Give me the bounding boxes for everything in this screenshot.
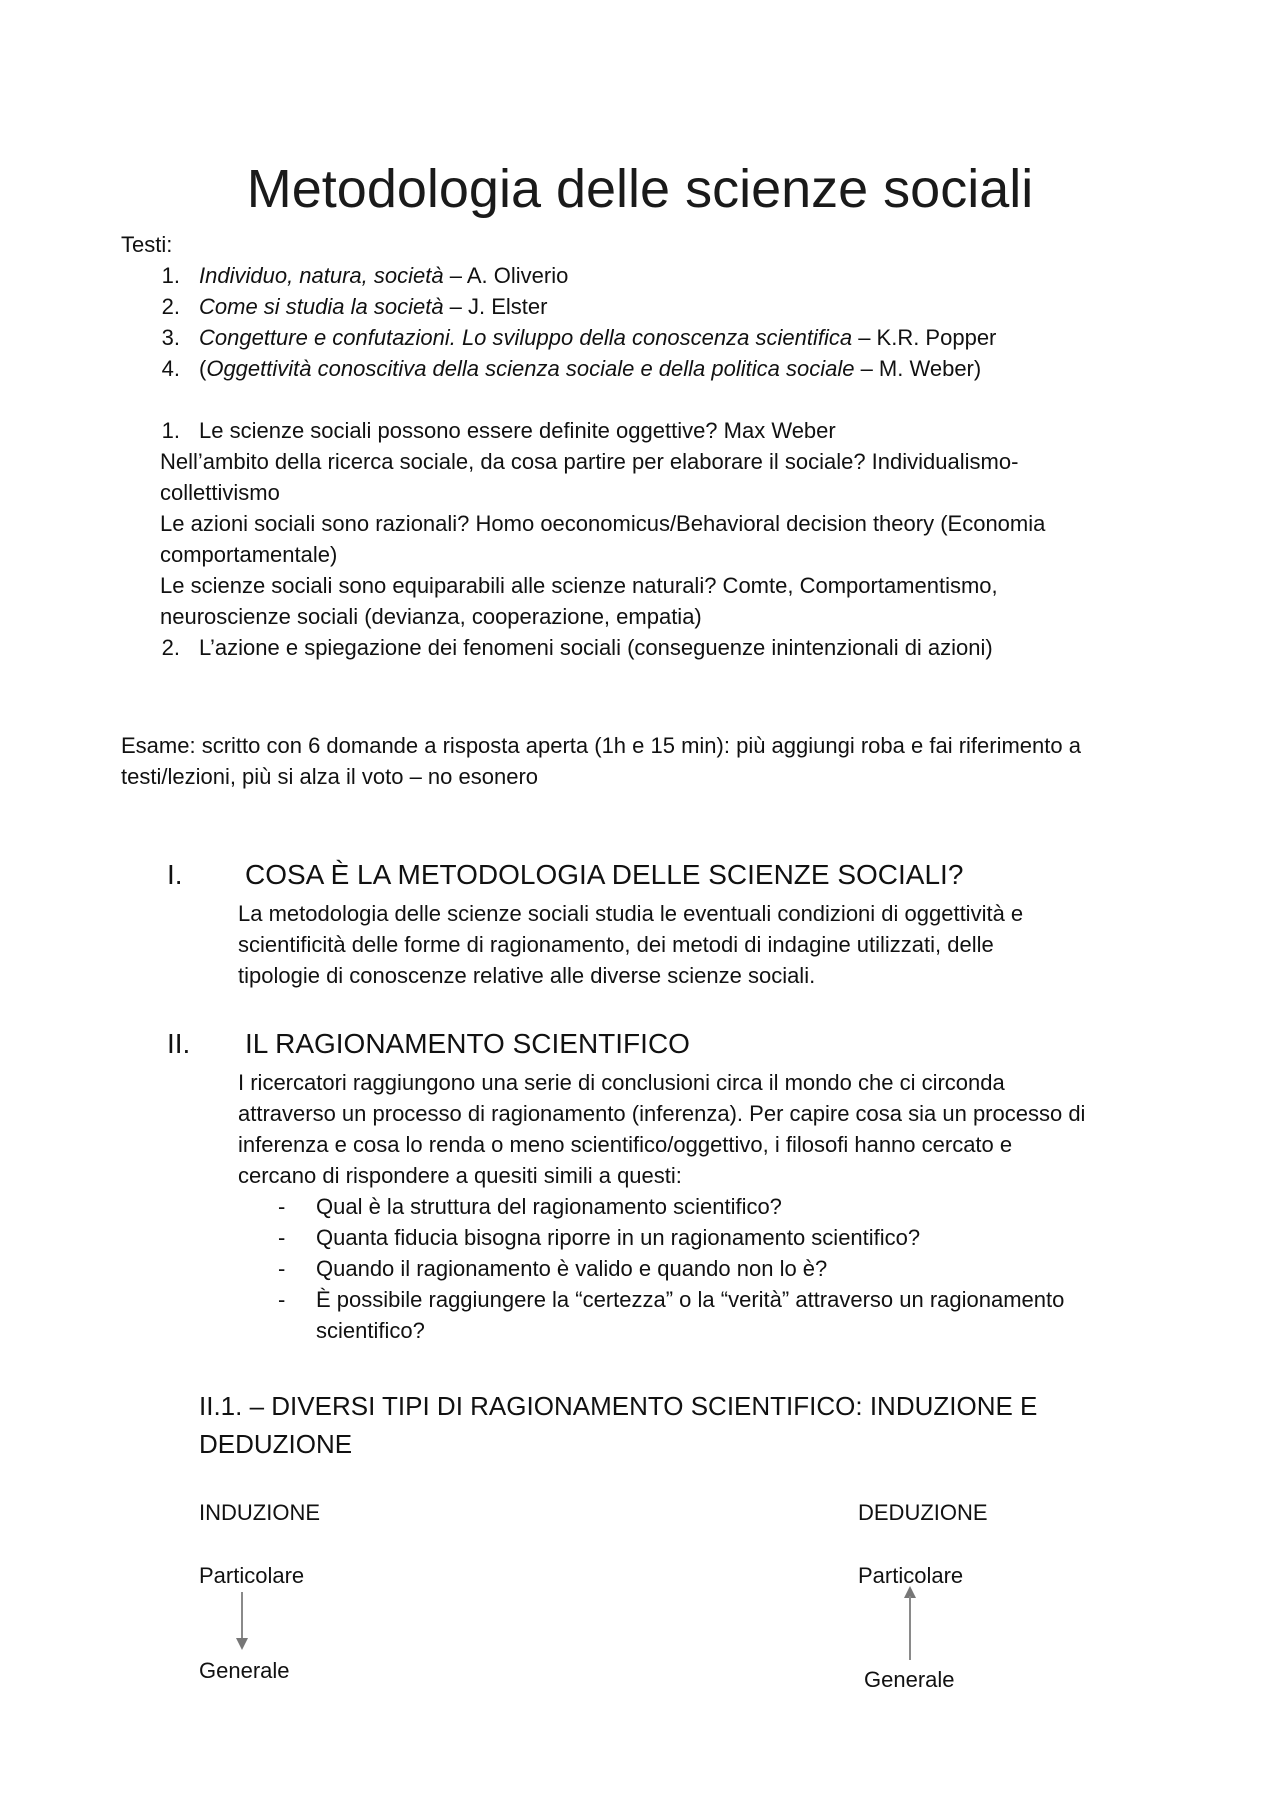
section-1-number: I. xyxy=(167,859,183,890)
deduzione-top-label: Particolare xyxy=(858,1563,964,1588)
testi-item-author: – K.R. Popper xyxy=(852,325,997,350)
subsection-heading: DEDUZIONE xyxy=(199,1429,353,1459)
induzione-arrow-shaft xyxy=(241,1592,243,1640)
section-2-number: II. xyxy=(167,1028,191,1059)
bullet-item: È possibile raggiungere la “certezza” o la “verità” attraverso un ragionamento xyxy=(316,1287,1065,1312)
testi-item-author: – J. Elster xyxy=(443,294,548,319)
subsection-heading: II.1. – DIVERSI TIPI DI RAGIONAMENTO SCIENTIFICO: INDUZIONE E xyxy=(199,1391,1038,1421)
bullet-item: Quanta fiducia bisogna riporre in un ragionamento scientifico? xyxy=(316,1225,921,1250)
testi-item-2 xyxy=(199,292,547,322)
testi-item-1 xyxy=(199,261,568,291)
testi-num-3: 3. xyxy=(161,325,180,350)
testi-item-3 xyxy=(199,323,996,353)
induzione-bottom-label: Generale xyxy=(199,1658,290,1683)
program-line: comportamentale) xyxy=(160,542,338,567)
bullet-dash: - xyxy=(278,1256,286,1281)
program-line: collettivismo xyxy=(160,480,280,505)
section-2-text: attraverso un processo di ragionamento (inferenza). Per capire cosa sia un processo di xyxy=(238,1101,1086,1126)
section-2-text: cercano di rispondere a quesiti simili a questi: xyxy=(238,1163,682,1188)
induzione-label: INDUZIONE xyxy=(199,1500,320,1525)
section-2-text: inferenza e cosa lo renda o meno scientifico/oggettivo, i filosofi hanno cercato e xyxy=(238,1132,1013,1157)
program-item-2: L’azione e spiegazione dei fenomeni sociali (conseguenze inintenzionali di azioni) xyxy=(199,635,993,660)
section-1-heading: COSA È LA METODOLOGIA DELLE SCIENZE SOCIALI? xyxy=(245,859,964,890)
program-line: neuroscienze sociali (devianza, cooperazione, empatia) xyxy=(160,604,702,629)
induzione-top-label: Particolare xyxy=(199,1563,305,1588)
section-2-text: I ricercatori raggiungono una serie di conclusioni circa il mondo che ci circonda xyxy=(238,1070,1005,1095)
testi-label: Testi: xyxy=(121,232,173,257)
bullet-item: Quando il ragionamento è valido e quando non lo è? xyxy=(316,1256,828,1281)
exam-line: testi/lezioni, più si alza il voto – no esonero xyxy=(121,764,539,789)
deduzione-label: DEDUZIONE xyxy=(858,1500,988,1525)
testi-num-1: 1. xyxy=(161,263,180,288)
program-item-1: Le scienze sociali possono essere definite oggettive? Max Weber xyxy=(199,418,836,443)
program-line: Nell’ambito della ricerca sociale, da cosa partire per elaborare il sociale? Individualismo- xyxy=(160,449,1019,474)
bullet-dash: - xyxy=(278,1287,286,1312)
testi-item-author: – A. Oliverio xyxy=(443,263,569,288)
program-line: Le scienze sociali sono equiparabili alle scienze naturali? Comte, Comportamentismo, xyxy=(160,573,998,598)
testi-num-4: 4. xyxy=(161,356,180,381)
program-num-2: 2. xyxy=(161,635,180,660)
exam-line: Esame: scritto con 6 domande a risposta aperta (1h e 15 min): più aggiungi roba e fai riferimento a xyxy=(121,733,1081,758)
section-1-text: scientificità delle forme di ragionamento, dei metodi di indagine utilizzati, delle xyxy=(238,932,994,957)
program-line: Le azioni sociali sono razionali? Homo oeconomicus/Behavioral decision theory (Economia xyxy=(160,511,1046,536)
section-1-text: tipologie di conoscenze relative alle diverse scienze sociali. xyxy=(238,963,816,988)
deduzione-arrow-shaft xyxy=(909,1596,911,1660)
program-num-1: 1. xyxy=(161,418,180,443)
section-2-heading: IL RAGIONAMENTO SCIENTIFICO xyxy=(245,1028,690,1059)
testi-item-open-paren: ( xyxy=(199,356,207,381)
bullet-dash: - xyxy=(278,1225,286,1250)
testi-item-author: – M. Weber) xyxy=(854,356,982,381)
bullet-item-continued: scientifico? xyxy=(316,1318,425,1343)
section-1-text: La metodologia delle scienze sociali studia le eventuali condizioni di oggettività e xyxy=(238,901,1024,926)
testi-item-title: Congetture e confutazioni. Lo sviluppo della conoscenza scientifica xyxy=(199,325,853,350)
deduzione-bottom-label: Generale xyxy=(864,1667,955,1692)
testi-item-4 xyxy=(199,354,981,384)
testi-item-title: Come si studia la società xyxy=(199,294,444,319)
arrow-down-icon xyxy=(236,1638,248,1650)
testi-item-title: Individuo, natura, società xyxy=(199,263,444,288)
testi-item-title: Oggettività conoscitiva della scienza sociale e della politica sociale xyxy=(206,356,855,381)
page-title: Metodologia delle scienze sociali xyxy=(246,159,1034,219)
testi-num-2: 2. xyxy=(161,294,180,319)
bullet-item: Qual è la struttura del ragionamento scientifico? xyxy=(316,1194,782,1219)
bullet-dash: - xyxy=(278,1194,286,1219)
